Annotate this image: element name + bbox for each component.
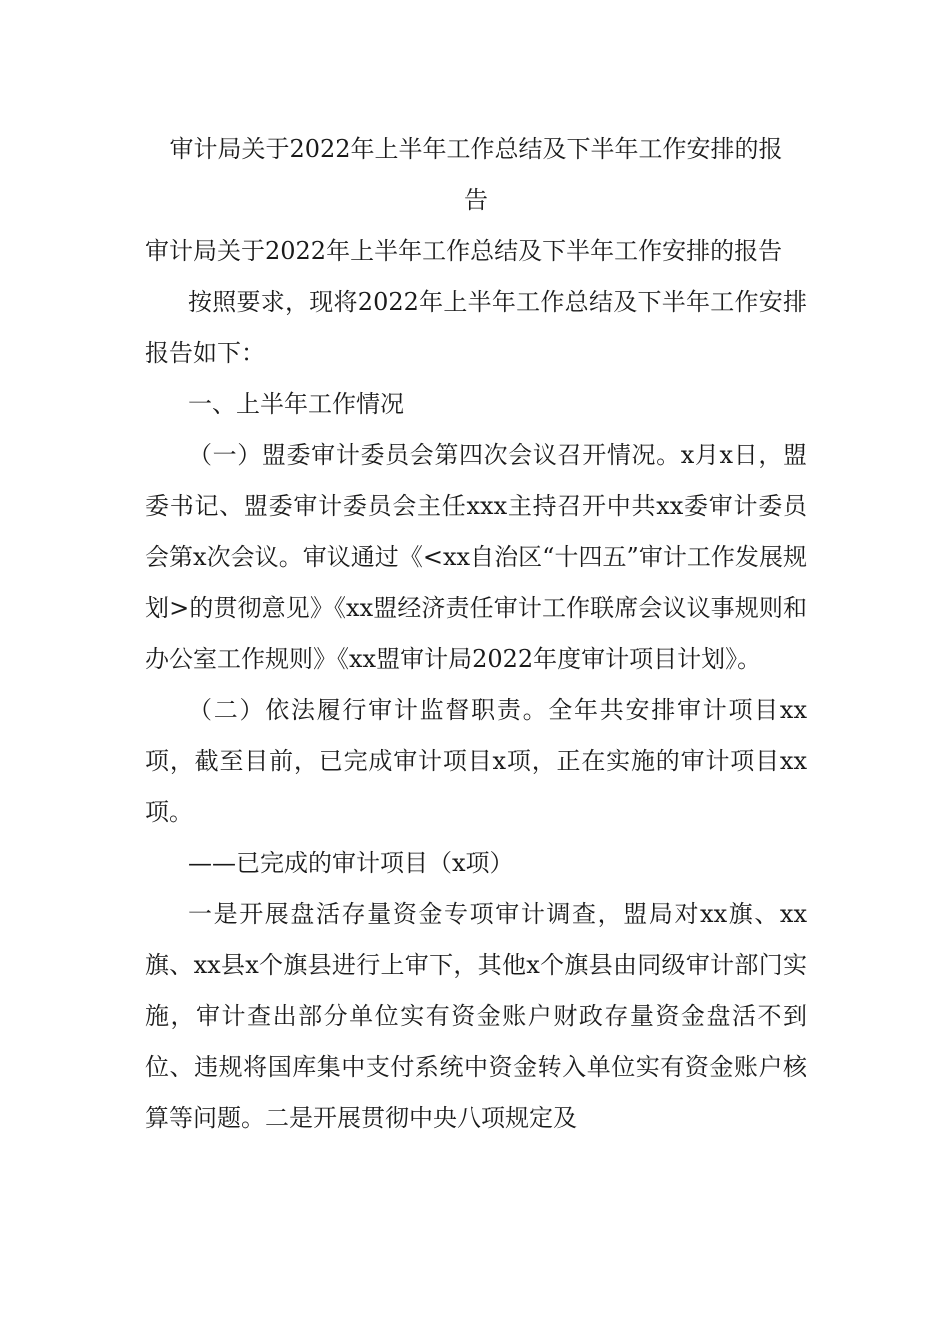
body-paragraph: （二）依法履行审计监督职责。全年共安排审计项目xx项，截至目前，已完成审计项目x项，正在实施的审计项目xx项。 [145, 696, 807, 826]
body-paragraph: 一是开展盘活存量资金专项审计调查，盟局对xx旗、xx旗、xx县x个旗县进行上审下，其他x个旗县由同级审计部门实施，审计查出部分单位实有资金账户财政存量资金盘活不到位、违规将国库集中支付系统中资金转入单位实有资金账户核算等问题。二是开展贯彻中央八项规定及 [145, 900, 807, 1132]
body-paragraph: （一）盟委审计委员会第四次会议召开情况。x月x日，盟委书记、盟委审计委员会主任xxx主持召开中共xx委审计委员会第x次会议。审议通过《<xx自治区“十四五”审计工作发展规划>的贯彻意见》《xx盟经济责任审计工作联席会议议事规则和办公室工作规则》《xx盟审计局2022年度审计项目计划》。 [145, 441, 807, 673]
document-title-line-1: 审计局关于2022年上半年工作总结及下半年工作安排的报 [169, 135, 783, 163]
section-heading: 一、上半年工作情况 [188, 390, 404, 418]
intro-paragraph: 按照要求，现将2022年上半年工作总结及下半年工作安排报告如下： [145, 288, 807, 367]
document-body [145, 124, 807, 1144]
repeated-title-paragraph: 审计局关于2022年上半年工作总结及下半年工作安排的报告 [145, 237, 783, 265]
subsection-heading: ——已完成的审计项目（x项） [188, 849, 514, 877]
document-title-line-2: 告 [464, 186, 488, 214]
